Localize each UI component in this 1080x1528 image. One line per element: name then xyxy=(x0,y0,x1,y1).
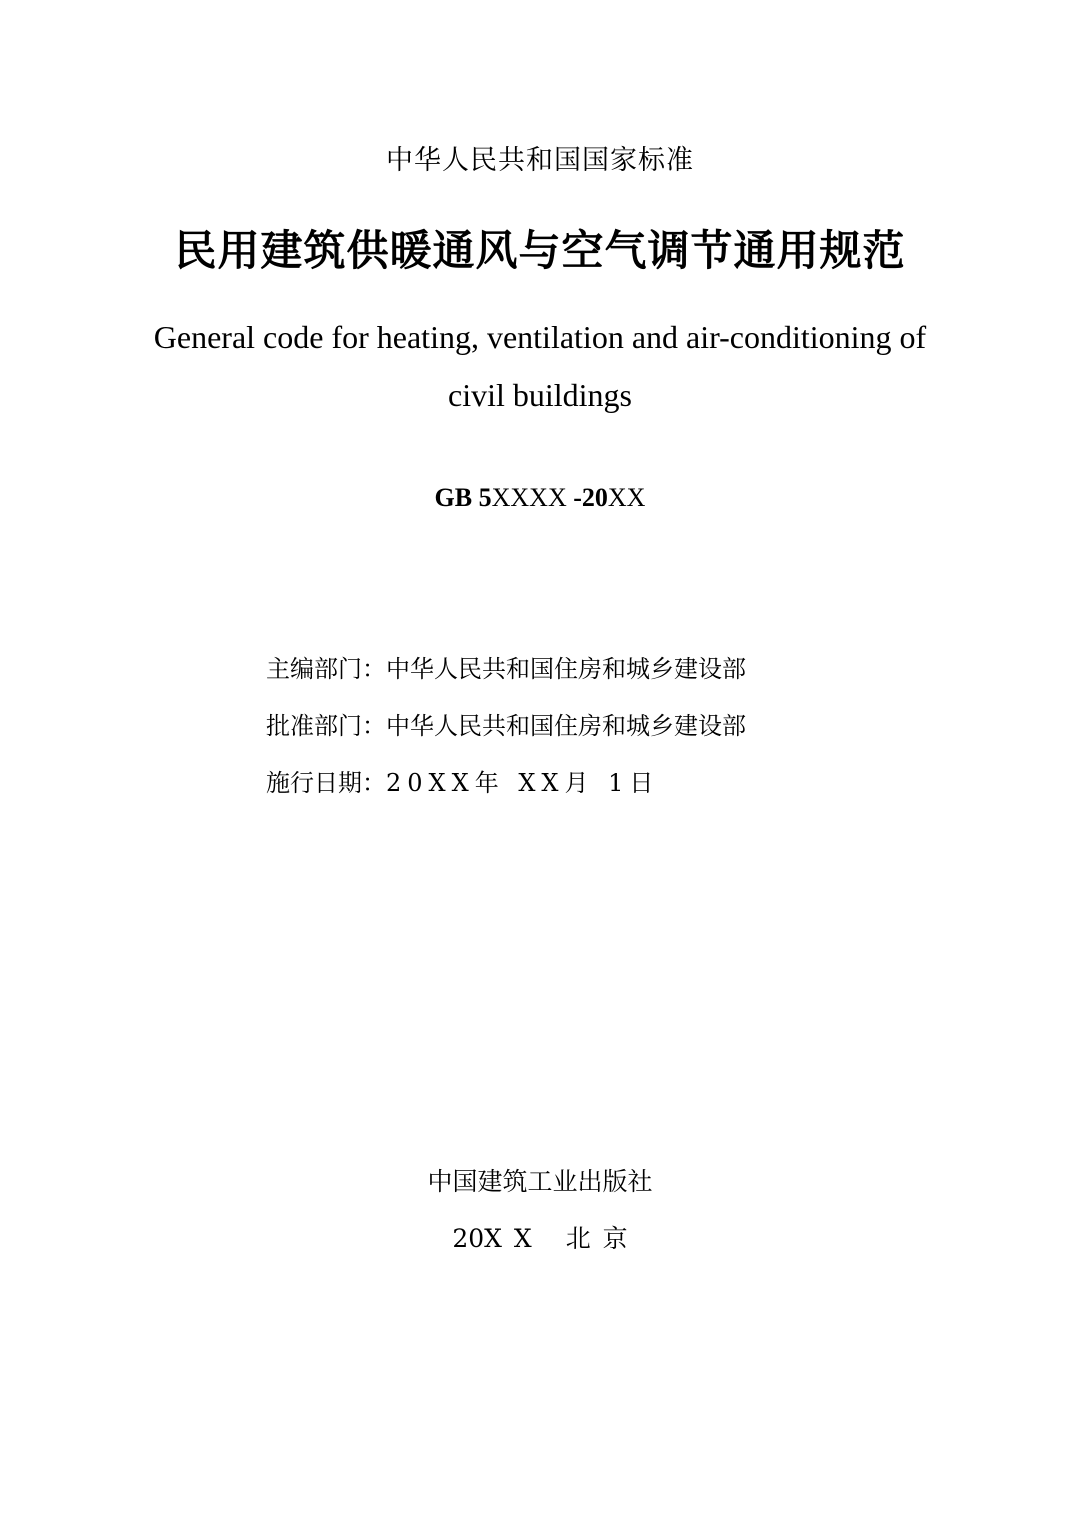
meta-value: 中华人民共和国住房和城乡建设部 xyxy=(386,712,746,740)
standard-code-prefix: GB 5 xyxy=(434,483,492,512)
meta-block xyxy=(266,650,826,821)
standard-type: 中华人民共和国国家标准 xyxy=(386,145,694,176)
meta-row-chief-editor xyxy=(266,650,826,707)
standard-code-mid: XXXX xyxy=(491,483,567,512)
publication-city: 北 京 xyxy=(565,1224,628,1253)
standard-code-suffix: XX xyxy=(607,483,646,512)
document-title-en: General code for heating, ventilation and air-conditioning of civil buildings xyxy=(153,319,927,413)
meta-value: 20XX年 XX月 1日 xyxy=(386,769,660,797)
meta-row-effective-date xyxy=(266,764,826,821)
publication-place-year xyxy=(0,1219,1080,1255)
meta-label: 批准部门： xyxy=(266,712,386,740)
meta-value: 中华人民共和国住房和城乡建设部 xyxy=(386,655,746,683)
publication-year: 20X X xyxy=(452,1224,532,1253)
meta-label: 施行日期： xyxy=(266,769,386,797)
meta-row-approver xyxy=(266,707,826,764)
document-title-cn: 民用建筑供暖通风与空气调节通用规范 xyxy=(174,226,906,275)
standard-code xyxy=(0,483,1080,513)
standard-code-sep: -20 xyxy=(566,483,608,512)
meta-label: 主编部门： xyxy=(266,655,386,683)
publisher: 中国建筑工业出版社 xyxy=(427,1167,653,1196)
